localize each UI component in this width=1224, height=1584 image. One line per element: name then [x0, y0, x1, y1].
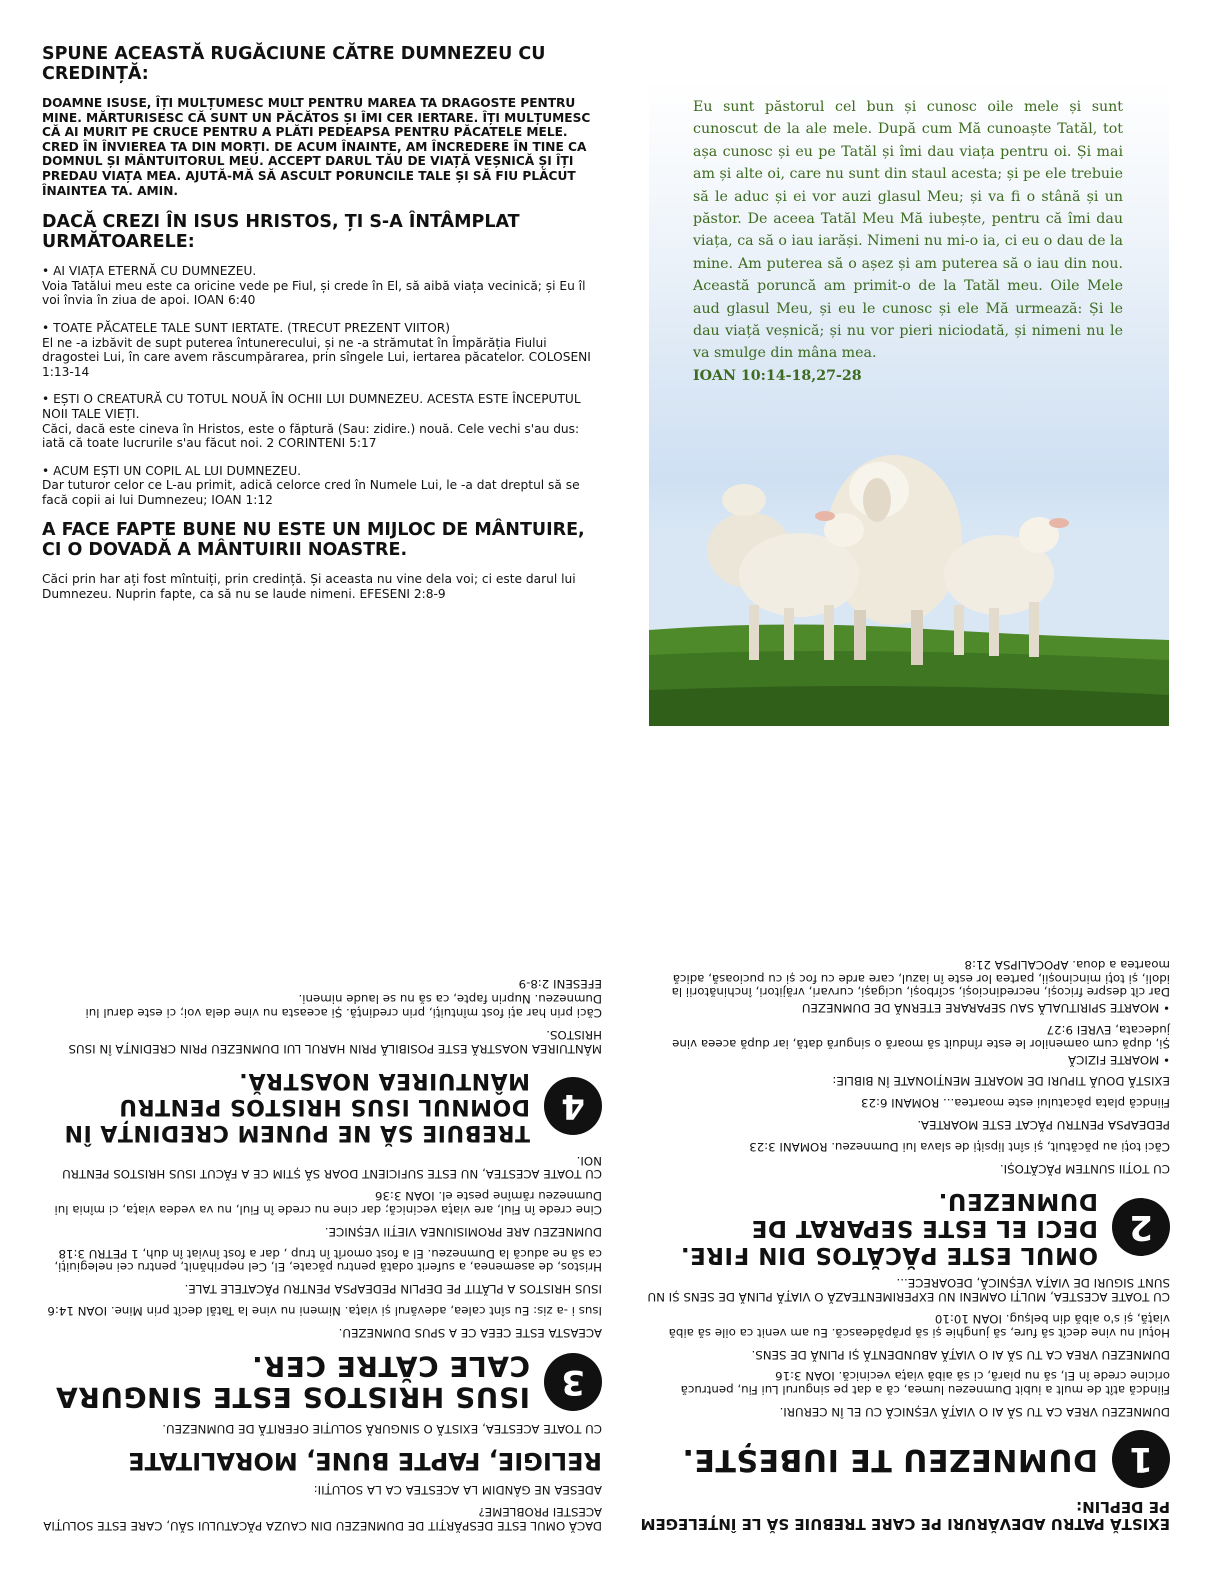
- section-text: MÂNTUIREA NOASTRĂ ESTE POSIBILĂ PRIN HARUL LUI DUMNEZEU PRIN CREDINȚA ÎN ISUS HRISTOS.: [68, 1028, 602, 1056]
- section-text: EXISTĂ DOUĂ TIPURI DE MOARTE MENȚIONATE ÎN BIBLIE:: [832, 1074, 1170, 1089]
- section-verse: Și, după cum oamenilor le este rînduit să moară o singură dată, iar după aceea vine judecata, EVREI 9:27: [672, 1023, 1170, 1051]
- section-verse: Isus i -a zis: Eu sînt calea, adevărul și viața. Nimeni nu vine la Tatăl decît prin Mine. IOAN 14:6: [47, 1304, 602, 1319]
- item-head: • AI VIAȚA ETERNĂ CU DUMNEZEU.: [42, 264, 257, 279]
- prayer-panel: [42, 44, 602, 616]
- section-text: CU TOATE ACESTEA, EXISTĂ O SINGURĂ SOLUȚIE OFERITĂ DE DUMNEZEU.: [162, 1421, 602, 1436]
- section-verse: Căci toți au păcătuit, și sînt lipsiți de slava lui Dumnezeu. ROMANI 3:23: [749, 1139, 1170, 1154]
- prayer-text: DOAMNE ISUSE, ÎȚI MULȚUMESC MULT PENTRU MAREA TA DRAGOSTE PENTRU MINE. MĂRTURISESC CĂ SUNT UN PĂCĂTOS ȘI ÎMI CER IERTARE. ÎȚI MULȚUMESC CĂ AI MURIT PE CRUCE PENTRU A PLĂTI PEDEAPSA PENTRU PĂCATELE MELE. CRED ÎN ÎNVIEREA TA DIN MORȚI. DE ACUM ÎNAINTE, AM ÎNCREDERE ÎN TINE CA DOMNUL ȘI MÂNTUITORUL MEU. ACCEPT DARUL TĂU DE VIAȚĂ VEȘNICĂ ȘI ÎȚI PREDAU VIAȚA MEA. AJUTĂ-MĂ SĂ ASCULT PORUNCILE TALE ȘI SĂ FIU PLĂCUT ÎNAINTEA TA. AMIN.: [42, 96, 591, 198]
- number-badge: 1: [1112, 1430, 1170, 1488]
- item-body: El ne -a izbăvit de supt puterea întunerecului, și ne -a strămutat în Împărăția Fiului dragostei Lui, în care avem răscumpărarea, prin sîngele Lui, iertarea păcatelor. COLOSENI 1:13-14: [42, 335, 591, 379]
- number-badge: 3: [544, 1353, 602, 1411]
- section-text: • MOARTE FIZICĂ: [1068, 1052, 1170, 1067]
- list-item: [42, 392, 602, 450]
- section-2-header: [640, 1187, 1170, 1268]
- list-item: [42, 321, 602, 379]
- section-title: ISUS HRISTOS ESTE SINGURA CALE CĂTRE CER.: [55, 1349, 530, 1414]
- section-text: DACĂ OMUL ESTE DESPĂRȚIT DE DUMNEZEU DIN CAUZA PĂCATULUI SĂU, CARE ESTE SOLUȚIA ACESTEI PROBLEME?: [43, 1505, 602, 1533]
- section-4-header: [42, 1067, 602, 1145]
- item-head: • EȘTI O CREATURĂ CU TOTUL NOUĂ ÎN OCHII LUI DUMNEZEU. ACESTA ESTE ÎNCEPUTUL NOII TALE VIEȚI.: [42, 392, 581, 421]
- section-text: CU TOATE ACESTEA, MULȚI OAMENI NU EXPERIMENTEAZĂ O VIAȚĂ PLINĂ DE SENS ȘI NU SUNT SIGURI DE VIAȚA VEȘNICĂ, DEOARECE...: [647, 1276, 1170, 1305]
- section-verse: Fiindcă plata păcatului este moartea... ROMANI 6:23: [860, 1096, 1170, 1111]
- item-head: • TOATE PĂCATELE TALE SUNT IERTATE. (TRECUT PREZENT VIITOR): [42, 320, 451, 335]
- item-body: Dar tuturor celor ce L-au primit, adică celorce cred în Numele Lui, le -a dat dreptul să se facă copii ai lui Dumnezeu; IOAN 1:12: [42, 478, 580, 507]
- item-head: • ACUM EȘTI UN COPIL AL LUI DUMNEZEU.: [42, 463, 302, 478]
- section-text: ADESEA NE GÂNDIM LA ACESTEA CA LA SOLUȚII:: [313, 1483, 602, 1498]
- section-verse: Fiindcă atît de mult a iubit Dumnezeu lumea, că a dat pe singurul Lui Fiu, pentrucă oricine crede în El, să nu piară, ci să aibă viața vecinică. IOAN 3:16: [680, 1369, 1170, 1398]
- section-text: PEDEAPSA PENTRU PĂCAT ESTE MOARTEA.: [917, 1118, 1170, 1133]
- truths-panel-1-2: [640, 874, 1170, 1532]
- section-verse: Căci prin har ați fost mîntuiți, prin credință. Și aceasta nu vine dela voi; ci este darul lui Dumnezeu. Nuprin fapte, ca să nu se laude nimeni.: [85, 992, 602, 1021]
- section-text: DUMNEZEU VREA CA TU SĂ AI O VIAȚĂ VEȘNICĂ CU EL ÎN CERURI.: [779, 1405, 1170, 1419]
- section-3-header: [42, 1351, 602, 1413]
- verse-text: [693, 96, 1123, 387]
- section-title: DUMNEZEU TE IUBEȘTE.: [681, 1442, 1098, 1477]
- works-heading: A FACE FAPTE BUNE NU ESTE UN MIJLOC DE MÂNTUIRE, CI O DOVADĂ A MÂNTUIRII NOASTRE.: [42, 520, 585, 561]
- section-title: TREBUIE SĂ NE PUNEM CREDINȚA ÎN DOMNUL ISUS HRISTOS PENTRU MÂNTUIREA NOASTRĂ.: [64, 1067, 530, 1145]
- section-verse: Dar cît despre fricoși, necredincioși, scîrboși, ucigași, curvari, vrăjitori, închinătorii la idoli, și toți mincinoșii, partea lor este în iazul, care arde cu foc și cu pucioasă, adică moartea a doua. APOCALIPSA 21:8: [671, 957, 1170, 1000]
- item-body: Voia Tatălui meu este ca oricine vede pe Fiul, și crede în El, să aibă viața vecinică; și Eu îl voi învia în ziua de apoi. IOAN 6:40: [42, 278, 586, 308]
- section-text: ISUS HRISTOS A PLĂTIT PE DEPLIN PEDEAPSA PENTRU PĂCATELE TALE.: [184, 1282, 602, 1297]
- section-verse: Hoțul nu vine decît să fure, să junghie și să prăpădească. Eu am venit ca oile să aibă viață, și s'o aibă din belșug. IOAN 10:10: [668, 1312, 1170, 1340]
- section-text: DUMNEZEU VREA CA TU SĂ AI O VIAȚĂ ABUNDENTĂ ȘI PLINĂ DE SENS.: [751, 1347, 1170, 1362]
- section-text: DUMNEZEU ARE PROMISIUNEA VIEȚII VEȘNICE.: [324, 1224, 602, 1239]
- number-badge: 4: [544, 1077, 602, 1135]
- section-verse: Hristos, de asemenea, a suferit odată pentru păcate, El, Cel neprihănit, pentru cei nelegiuiți, ca să ne aducă la Dumnezeu. El a fost omorît în trup , dar a fost înviat în duh, 1 PETRU 3:18: [54, 1246, 602, 1275]
- list-item: [42, 464, 602, 508]
- results-heading: DACĂ CREZI ÎN ISUS HRISTOS, ȚI S-A ÎNTÂMPLAT URMĂTOARELE:: [42, 212, 520, 253]
- section-title: OMUL ESTE PĂCĂTOS DIN FIRE. DECI EL ESTE SEPARAT DE DUMNEZEU.: [680, 1187, 1098, 1268]
- sheep-photo-panel: [649, 80, 1169, 726]
- section-text: • MOARTE SPIRITUALĂ SAU SEPARARE ETERNĂ DE DUMNEZEU: [801, 1001, 1170, 1016]
- section-1-header: [640, 1430, 1170, 1488]
- list-item: [42, 264, 602, 308]
- verse-reference: IOAN 10:14-18,27-28: [693, 367, 862, 384]
- truths-intro: EXISTĂ PATRU ADEVĂRURI PE CARE TREBUIE SĂ LE ÎNȚELEGEM PE DEPLIN:: [640, 1498, 1170, 1533]
- section-verse: EFESENI 2:8-9: [518, 976, 602, 991]
- section-text: CU TOATE ACESTEA, NU ESTE SUFICIENT DOAR SĂ ȘTIM CE A FĂCUT ISUS HRISTOS PENTRU NOI.: [62, 1153, 602, 1182]
- closing-verse: Căci prin har ați fost mîntuiți, prin credință. Și aceasta nu vine dela voi; ci este darul lui Dumnezeu. Nuprin fapte, ca să nu se laude nimeni. EFESENI 2:8-9: [42, 572, 576, 602]
- verse-body: Eu sunt păstorul cel bun și cunosc oile mele și sunt cunoscut de la ale mele. După cum Mă cunoaște Tatăl, tot așa cunosc și eu pe Tatăl și îmi dau viața pentru oi. Și mai am și alte oi, care nu sunt din staul acesta; și pe ele trebuie să le aduc și ei vor auzi glasul Meu; și va fi o stână și un păstor. De aceea Tatăl Meu Mă iubește, pentru că îmi dau viața, ca să o iau iarăși. Nimeni nu mi-o ia, ci eu o dau de la mine. Am puterea să o așez și am puterea să o iau din nou. Această poruncă am primit-o de la Tatăl meu. Oile Mele aud glasul Meu, și eu le cunosc și ele Mă urmează: Și le dau viață veșnică; și nu vor pieri niciodată, și nimeni nu le va smulge din mâna mea.: [693, 99, 1124, 362]
- section-text: ACEASTA ESTE CEEA CE A SPUS DUMNEZEU.: [338, 1325, 602, 1340]
- truths-panel-3-4: [42, 840, 602, 1532]
- section-verse: Cine crede în Fiul, are viața vecinică; dar cine nu crede în Fiul, nu va vedea viața, ci mînia lui Dumnezeu rămîne peste el. IOAN 3:36: [54, 1189, 602, 1218]
- item-body: Căci, dacă este cineva în Hristos, este o făptură (Sau: zidire.) nouă. Cele vechi s'au dus: iată că toate lucrurile s'au făcut noi. 2 CORINTENI 5:17: [42, 421, 580, 451]
- prayer-heading: SPUNE ACEASTĂ RUGĂCIUNE CĂTRE DUMNEZEU CU CREDINȚĂ:: [42, 44, 546, 84]
- section-text: CU TOȚII SUNTEM PĂCĂTOȘI.: [999, 1161, 1170, 1176]
- false-solutions: RELIGIE, FAPTE BUNE, MORALITATE: [128, 1446, 602, 1475]
- number-badge: 2: [1112, 1198, 1170, 1256]
